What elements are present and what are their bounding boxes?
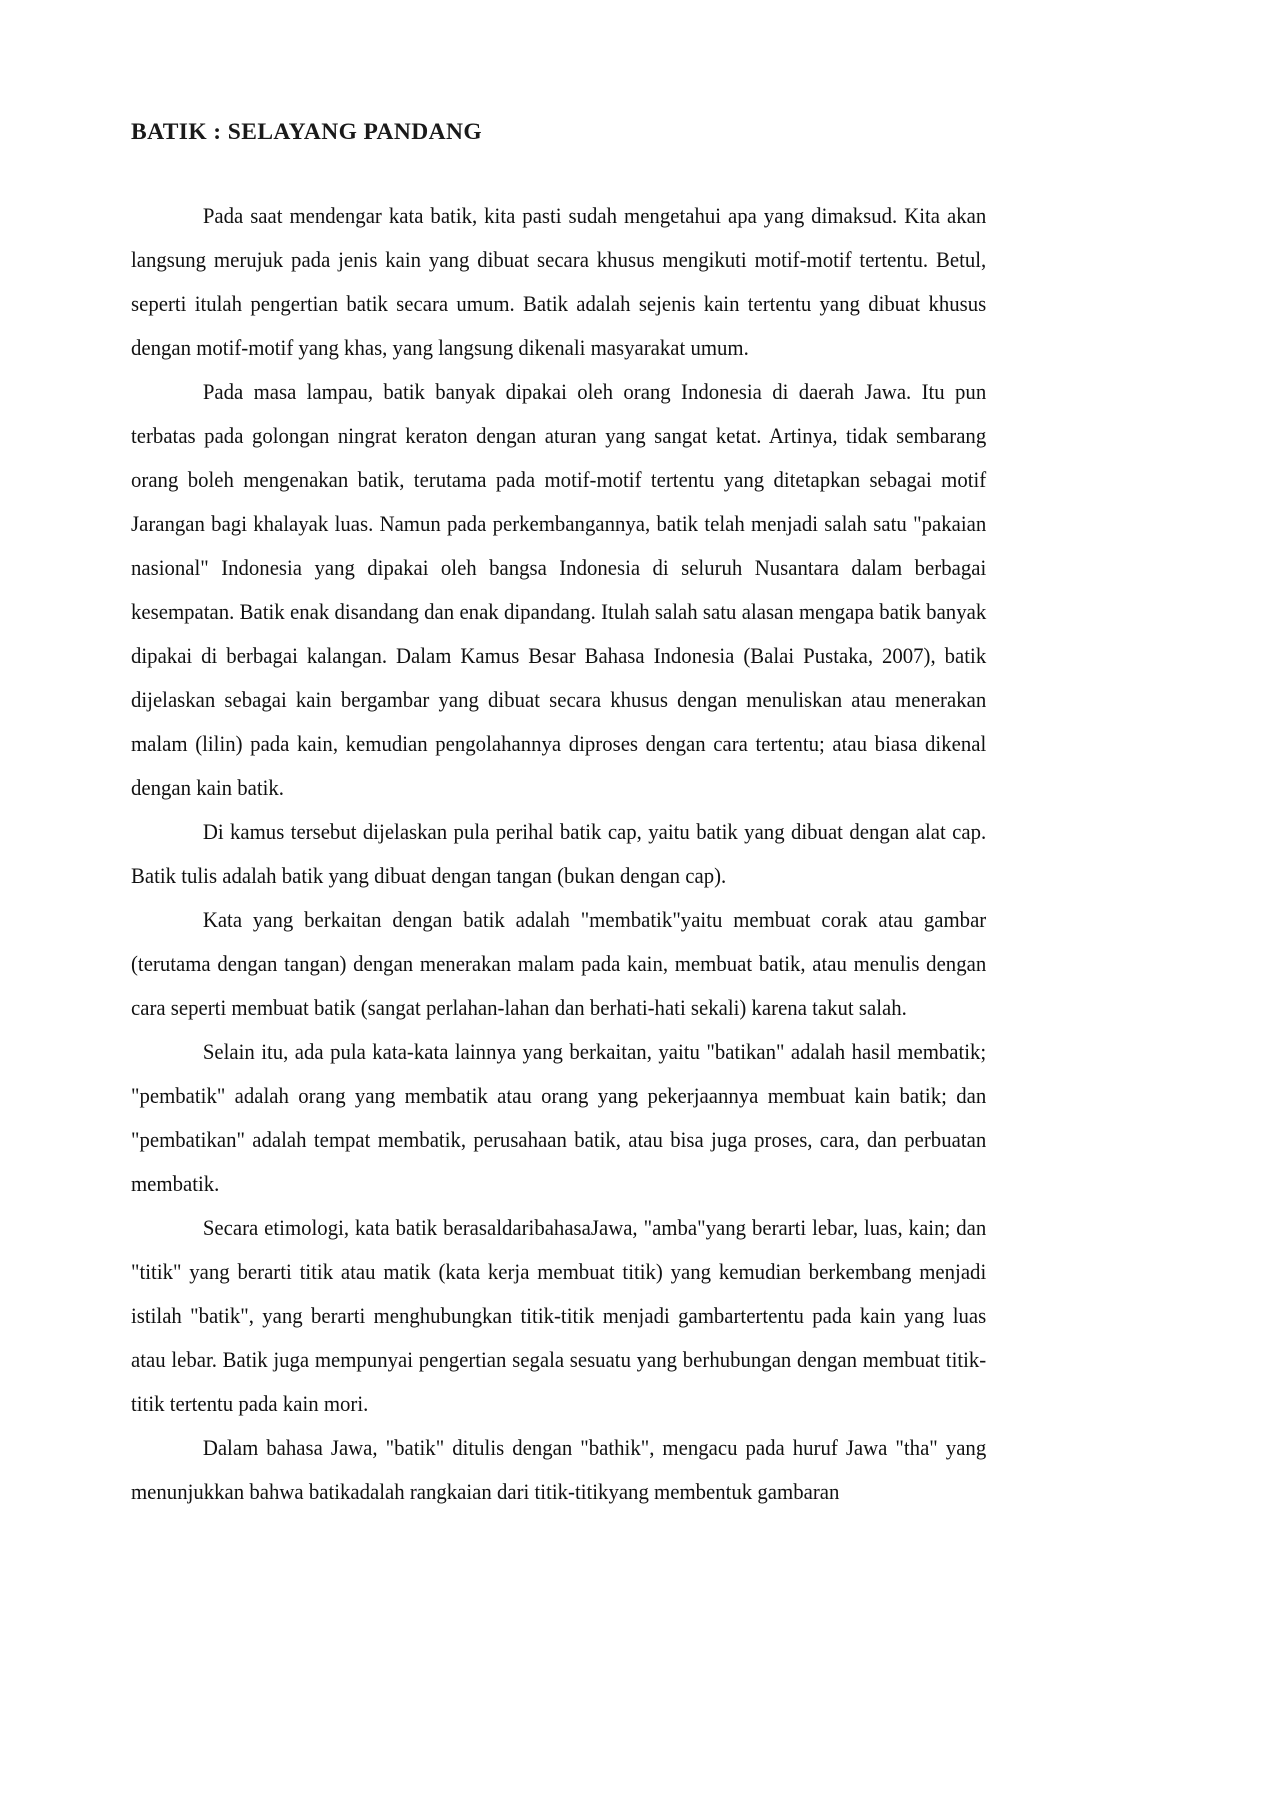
paragraph: Selain itu, ada pula kata-kata lainnya yang berkaitan, yaitu "batikan" adalah hasil membatik; "pembatik" adalah orang yang membatik atau orang yang pekerjaannya membuat kain batik; dan "pembatikan" adalah tempat membatik, perusahaan batik, atau bisa juga proses, cara, dan perbuatan membatik.: [131, 1039, 987, 1197]
document-content: [131, 118, 986, 1514]
paragraph: Pada saat mendengar kata batik, kita pasti sudah mengetahui apa yang dimaksud. Kita akan langsung merujuk pada jenis kain yang dibuat secara khusus mengikuti motif-motif tertentu. Betul, seperti itulah pengertian batik secara umum. Batik adalah sejenis kain tertentu yang dibuat khusus dengan motif-motif yang khas, yang langsung dikenali masyarakat umum.: [131, 203, 987, 361]
paragraph: Di kamus tersebut dijelaskan pula perihal batik cap, yaitu batik yang dibuat dengan alat cap. Batik tulis adalah batik yang dibuat dengan tangan (bukan dengan cap).: [131, 819, 987, 889]
paragraph: Pada masa lampau, batik banyak dipakai oleh orang Indonesia di daerah Jawa. Itu pun terbatas pada golongan ningrat keraton dengan aturan yang sangat ketat. Artinya, tidak sembarang orang boleh mengenakan batik, terutama pada motif-motif tertentu yang ditetapkan sebagai motif Jarangan bagi khalayak luas. Namun pada perkembangannya, batik telah menjadi salah satu "pakaian nasional" Indonesia yang dipakai oleh bangsa Indonesia di seluruh Nusantara dalam berbagai kesempatan. Batik enak disandang dan enak dipandang. Itulah salah satu alasan mengapa batik banyak dipakai di berbagai kalangan. Dalam Kamus Besar Bahasa Indonesia (Balai Pustaka, 2007), batik dijelaskan sebagai kain bergambar yang dibuat secara khusus dengan menuliskan atau menerakan malam (lilin) pada kain, kemudian pengolahannya diproses dengan cara tertentu; atau biasa dikenal dengan kain batik.: [131, 379, 987, 801]
page-title: BATIK : SELAYANG PANDANG: [131, 119, 483, 145]
paragraph: Dalam bahasa Jawa, "batik" ditulis dengan "bathik", mengacu pada huruf Jawa "tha" yang menunjukkan bahwa batikadalah rangkaian dari titik-titikyang membentuk gambaran: [131, 1435, 987, 1505]
document-body: [131, 194, 986, 1514]
paragraph: Kata yang berkaitan dengan batik adalah "membatik"yaitu membuat corak atau gambar (terutama dengan tangan) dengan menerakan malam pada kain, membuat batik, atau menulis dengan cara seperti membuat batik (sangat perlahan-lahan dan berhati-hati sekali) karena takut salah.: [131, 907, 987, 1021]
paragraph: Secara etimologi, kata batik berasaldaribahasaJawa, "amba"yang berarti lebar, luas, kain; dan "titik" yang berarti titik atau matik (kata kerja membuat titik) yang kemudian berkembang menjadi istilah "batik", yang berarti menghubungkan titik-titik menjadi gambartertentu pada kain yang luas atau lebar. Batik juga mempunyai pengertian segala sesuatu yang berhubungan dengan membuat titik-titik tertentu pada kain mori.: [131, 1215, 987, 1417]
